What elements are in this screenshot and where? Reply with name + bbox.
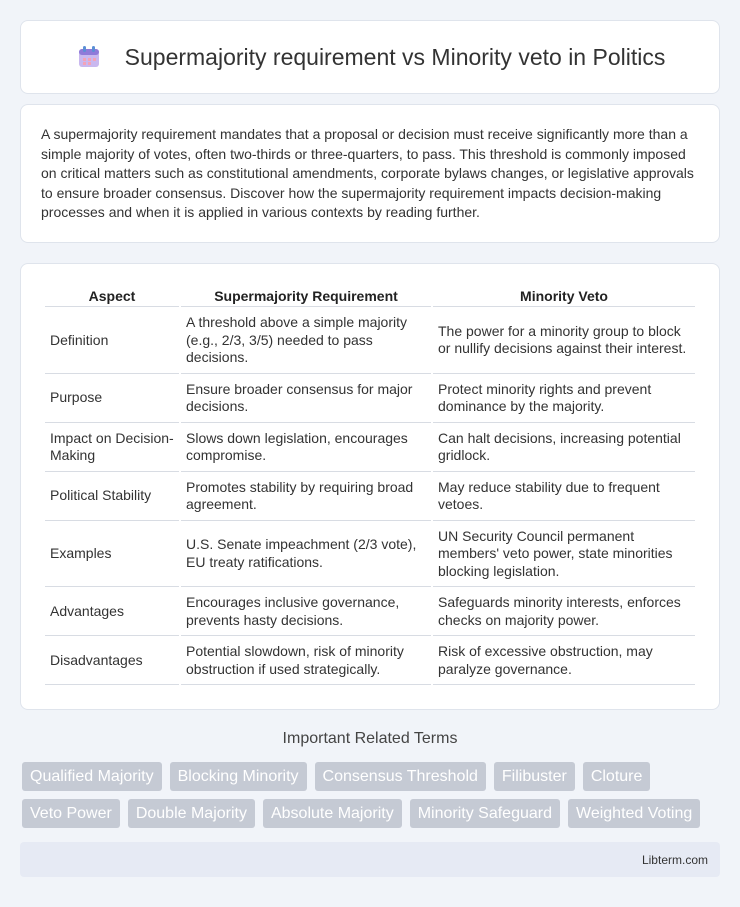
minority-veto-cell: Risk of excessive obstruction, may paralyze governance. <box>433 636 695 685</box>
page-title: Supermajority requirement vs Minority veto in Politics <box>124 43 666 70</box>
aspect-cell: Examples <box>45 521 179 588</box>
related-term-tag[interactable]: Weighted Voting <box>568 799 700 828</box>
table-row <box>45 423 695 472</box>
related-term-tag[interactable]: Double Majority <box>128 799 255 828</box>
intro-card <box>20 104 720 243</box>
minority-veto-cell: Protect minority rights and prevent dominance by the majority. <box>433 374 695 423</box>
related-term-tag[interactable]: Minority Safeguard <box>410 799 560 828</box>
related-term-tag[interactable]: Consensus Threshold <box>315 762 486 791</box>
comparison-table <box>43 284 697 685</box>
related-term-tag[interactable]: Qualified Majority <box>22 762 162 791</box>
header-aspect: Aspect <box>45 284 179 307</box>
calendar-icon <box>75 43 103 71</box>
table-row <box>45 374 695 423</box>
related-term-tag[interactable]: Veto Power <box>22 799 120 828</box>
header-minority-veto: Minority Veto <box>433 284 695 307</box>
aspect-cell: Impact on Decision-Making <box>45 423 179 472</box>
aspect-cell: Advantages <box>45 587 179 636</box>
aspect-cell: Disadvantages <box>45 636 179 685</box>
supermajority-cell: A threshold above a simple majority (e.g., 2/3, 3/5) needed to pass decisions. <box>181 307 431 374</box>
supermajority-cell: U.S. Senate impeachment (2/3 vote), EU treaty ratifications. <box>181 521 431 588</box>
table-row <box>45 307 695 374</box>
table-row <box>45 636 695 685</box>
minority-veto-cell: Can halt decisions, increasing potential gridlock. <box>433 423 695 472</box>
title-card <box>20 20 720 94</box>
supermajority-cell: Ensure broader consensus for major decisions. <box>181 374 431 423</box>
footer-brand-link[interactable]: Libterm.com <box>641 852 708 867</box>
header-supermajority: Supermajority Requirement <box>181 284 431 307</box>
table-header-row <box>45 284 695 307</box>
minority-veto-cell: May reduce stability due to frequent vetoes. <box>433 472 695 521</box>
related-term-tag[interactable]: Blocking Minority <box>170 762 307 791</box>
minority-veto-cell: Safeguards minority interests, enforces checks on majority power. <box>433 587 695 636</box>
related-terms-title: Important Related Terms <box>282 730 458 747</box>
aspect-cell: Definition <box>45 307 179 374</box>
related-term-tag[interactable]: Filibuster <box>494 762 575 791</box>
supermajority-cell: Potential slowdown, risk of minority obstruction if used strategically. <box>181 636 431 685</box>
aspect-cell: Purpose <box>45 374 179 423</box>
supermajority-cell: Encourages inclusive governance, prevents hasty decisions. <box>181 587 431 636</box>
minority-veto-cell: The power for a minority group to block or nullify decisions against their interest. <box>433 307 695 374</box>
table-row <box>45 521 695 588</box>
related-term-tag[interactable]: Cloture <box>583 762 651 791</box>
aspect-cell: Political Stability <box>45 472 179 521</box>
related-term-tag[interactable]: Absolute Majority <box>263 799 402 828</box>
footer <box>20 842 720 877</box>
table-row <box>45 587 695 636</box>
minority-veto-cell: UN Security Council permanent members' veto power, state minorities blocking legislation. <box>433 521 695 588</box>
intro-text: A supermajority requirement mandates that a proposal or decision must receive significantly more than a simple majority of votes, often two-thirds or three-quarters, to pass. This threshold is commonly imposed on critical matters such as constitutional amendments, corporate bylaws changes, or legislative approvals to ensure broader consensus. Discover how the supermajority requirement impacts decision-making processes and when it is applied in various contexts by reading further. <box>41 126 694 221</box>
comparison-table-card <box>20 263 720 710</box>
supermajority-cell: Slows down legislation, encourages compromise. <box>181 423 431 472</box>
table-row <box>45 472 695 521</box>
supermajority-cell: Promotes stability by requiring broad agreement. <box>181 472 431 521</box>
related-terms-list <box>22 762 722 828</box>
